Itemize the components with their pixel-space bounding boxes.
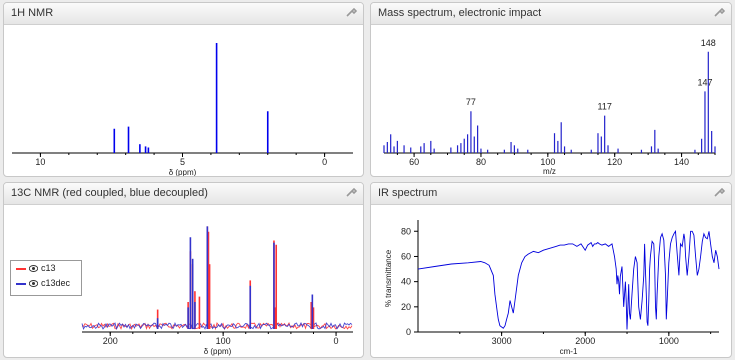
eye-icon[interactable]: [29, 265, 38, 272]
x-tick-label: 60: [409, 157, 420, 167]
cnmr-panel: [3, 182, 364, 358]
peak-label: 148: [700, 37, 716, 48]
y-tick-label: 0: [405, 327, 411, 337]
peak-label: 117: [597, 101, 612, 112]
x-tick-label: 0: [322, 157, 328, 167]
wrench-icon[interactable]: [713, 6, 725, 18]
ms-panel: [370, 2, 732, 177]
hnmr-panel: [3, 2, 364, 177]
peak-label: 77: [465, 97, 476, 108]
wrench-icon[interactable]: [345, 186, 357, 198]
peak-label: 147: [697, 77, 713, 88]
ir-panel: [370, 182, 732, 358]
x-tick-label: 120: [607, 157, 623, 167]
ms-chart[interactable]: [371, 25, 731, 177]
x-tick-label: 0: [333, 336, 339, 346]
cnmr-title: 13C NMR (red coupled, blue decoupled): [11, 187, 208, 199]
ms-title: Mass spectrum, electronic impact: [378, 7, 542, 19]
ms-header: [371, 3, 731, 25]
eye-icon[interactable]: [29, 280, 38, 287]
x-tick-label: 3000: [491, 336, 512, 346]
legend-item-c13[interactable]: [11, 261, 81, 276]
x-tick-label: 5: [179, 157, 186, 167]
legend-label-c13dec: c13dec: [41, 278, 71, 288]
x-axis-label: cm-1: [559, 347, 578, 356]
hnmr-chart[interactable]: [4, 25, 363, 177]
x-axis-label: δ (ppm): [203, 347, 232, 356]
cnmr-header: [4, 183, 363, 205]
legend-item-c13dec[interactable]: [11, 276, 81, 291]
x-tick-label: 2000: [575, 336, 596, 346]
y-axis-label: % transmittance: [384, 249, 393, 308]
hnmr-header: [4, 3, 363, 25]
y-tick-label: 40: [400, 276, 411, 287]
ir-header: [371, 183, 731, 205]
x-tick-label: 200: [102, 336, 118, 346]
y-tick-label: 20: [400, 301, 411, 312]
x-tick-label: 1000: [658, 336, 679, 346]
x-tick-label: 80: [475, 157, 486, 167]
wrench-icon[interactable]: [345, 6, 357, 18]
legend-swatch-c13dec: [16, 283, 26, 285]
hnmr-title: 1H NMR: [11, 7, 54, 19]
y-tick-label: 80: [400, 226, 411, 237]
ir-chart[interactable]: [371, 205, 731, 358]
legend-label-c13: c13: [41, 263, 56, 273]
x-tick-label: 100: [540, 157, 556, 167]
legend-swatch-c13: [16, 268, 26, 270]
cnmr-legend: [10, 260, 82, 296]
ir-trace: [418, 231, 719, 329]
wrench-icon[interactable]: [713, 186, 725, 198]
x-tick-label: 10: [35, 157, 46, 167]
x-tick-label: 100: [215, 336, 231, 346]
ir-title: IR spectrum: [378, 187, 438, 199]
y-tick-label: 60: [400, 251, 411, 262]
x-tick-label: 140: [674, 157, 690, 167]
x-axis-label: δ (ppm): [168, 168, 197, 177]
x-axis-label: m/z: [543, 167, 556, 176]
